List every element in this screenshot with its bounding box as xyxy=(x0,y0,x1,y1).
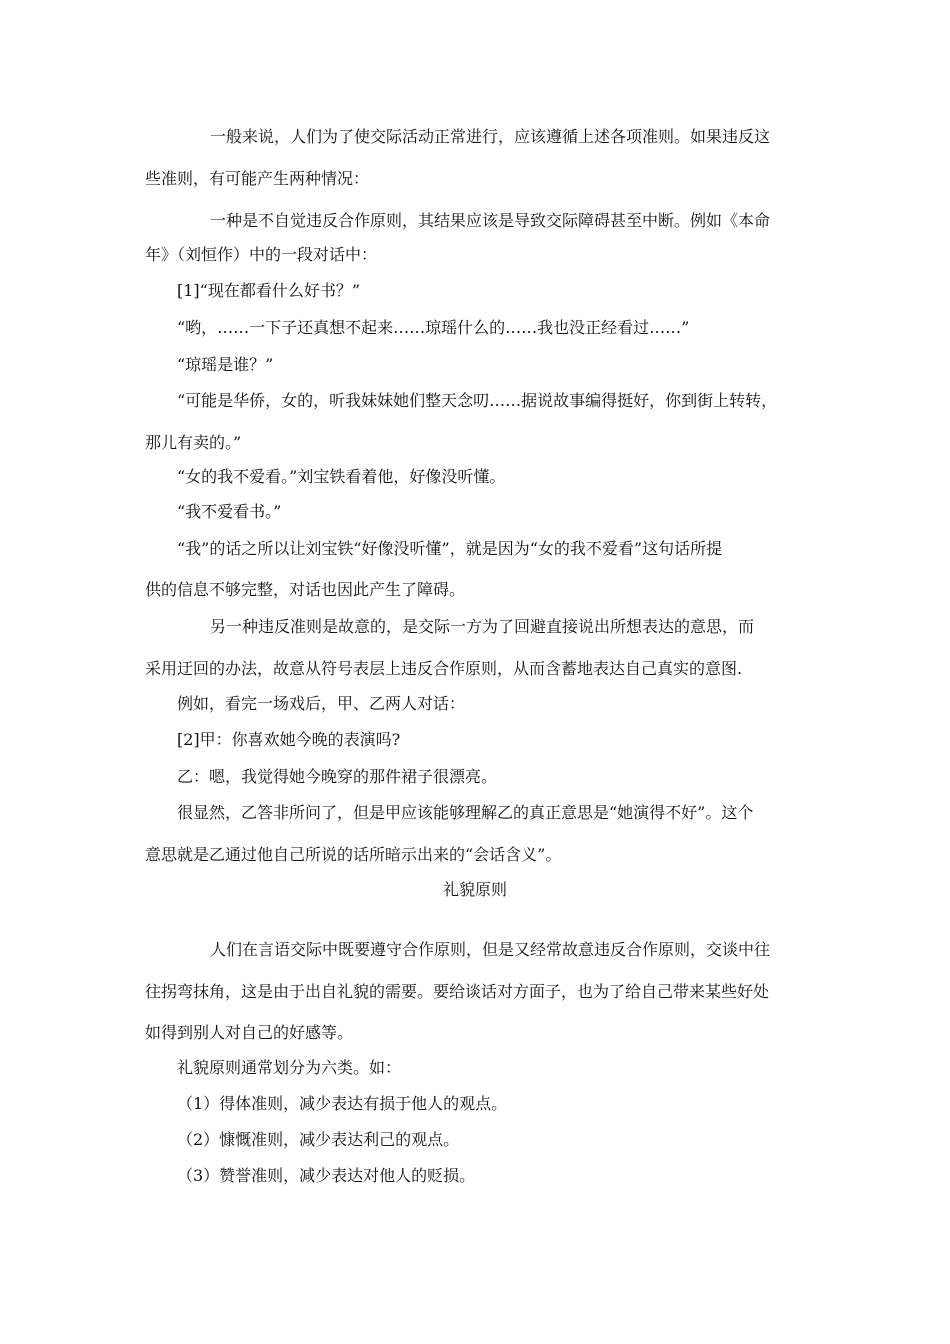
section-heading: 礼貌原则 xyxy=(442,880,507,899)
dialogue-line: “我不爱看书。” xyxy=(177,502,282,521)
dialogue-line: “琼瑶是谁？” xyxy=(177,355,274,374)
paragraph-line: 采用迂回的办法，故意从符号表层上违反合作原则，从而含蓄地表达自己真实的意图. xyxy=(145,659,743,678)
paragraph-line: 另一种违反准则是故意的，是交际一方为了回避直接说出所想表达的意思，而 xyxy=(210,617,755,636)
dialogue-line: “女的我不爱看。”刘宝铁看着他，好像没听懂。 xyxy=(177,467,506,486)
list-item: （2）慷慨准则，减少表达利己的观点。 xyxy=(177,1130,460,1149)
paragraph-line: 一般来说，人们为了使交际活动正常进行，应该遵循上述各项准则。如果违反这 xyxy=(210,127,771,146)
paragraph-line: 人们在言语交际中既要遵守合作原则，但是又经常故意违反合作原则，交谈中往 xyxy=(210,940,771,959)
paragraph-line: 礼貌原则通常划分为六类。如： xyxy=(177,1058,402,1077)
dialogue-line: [2]甲：你喜欢她今晚的表演吗? xyxy=(177,730,401,749)
paragraph-line: 些准则，有可能产生两种情况： xyxy=(145,169,370,188)
paragraph-line: 往拐弯抹角，这是由于出自礼貌的需要。要给谈话对方面子，也为了给自己带来某些好处 xyxy=(145,982,770,1001)
dialogue-line: “哟，……一下子还真想不起来……琼瑶什么的……我也没正经看过……” xyxy=(177,318,690,337)
dialogue-line: [1]“现在都看什么好书？” xyxy=(177,281,361,300)
dialogue-line: 乙：嗯，我觉得她今晚穿的那件裙子很漂亮。 xyxy=(177,767,498,786)
paragraph-line: 供的信息不够完整，对话也因此产生了障碍。 xyxy=(145,580,466,599)
list-item: （3）赞誉准则，减少表达对他人的贬损。 xyxy=(177,1166,476,1185)
dialogue-line: 那儿有卖的。” xyxy=(145,433,242,452)
list-item: （1）得体准则，减少表达有损于他人的观点。 xyxy=(177,1094,508,1113)
paragraph-line: 一种是不自觉违反合作原则，其结果应该是导致交际障碍甚至中断。例如《本命 xyxy=(210,211,771,230)
paragraph-line: 意思就是乙通过他自己所说的话所暗示出来的“会话含义”。 xyxy=(145,845,562,864)
paragraph-line: “我”的话之所以让刘宝铁“好像没听懂”，就是因为“女的我不爱看”这句话所提 xyxy=(177,539,723,558)
dialogue-line: “可能是华侨，女的，听我妹妹她们整天念叨……据说故事编得挺好，你到街上转转， xyxy=(177,391,778,410)
paragraph-line: 很显然，乙答非所问了，但是甲应该能够理解乙的真正意思是“她演得不好”。这个 xyxy=(177,803,754,822)
paragraph-line: 年》（刘恒作）中的一段对话中： xyxy=(145,245,378,264)
paragraph-line: 例如，看完一场戏后，甲、乙两人对话： xyxy=(177,694,466,713)
paragraph-line: 如得到别人对自己的好感等。 xyxy=(145,1023,354,1042)
